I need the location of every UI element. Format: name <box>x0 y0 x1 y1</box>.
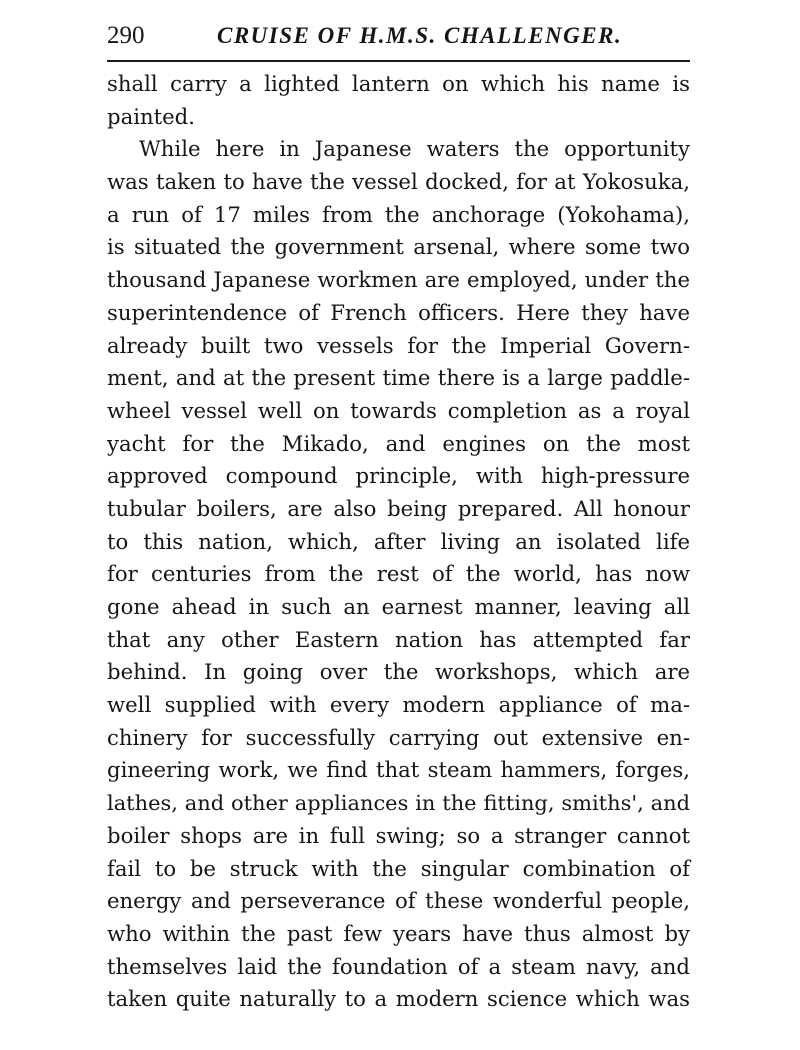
text-line: yacht for the Mikado, and engines on the most <box>107 430 690 456</box>
text-line: was taken to have the vessel docked, for at Yokosuka, <box>107 169 690 195</box>
text-line: already built two vessels for the Imperial Govern- <box>107 332 690 358</box>
text-line: shall carry a lighted lantern on which his name is <box>107 71 690 96</box>
running-title: CRUISE OF H.M.S. CHALLENGER. <box>217 23 623 48</box>
text-line: wheel vessel well on towards completion as a royal <box>107 397 690 423</box>
text-line: gone ahead in such an earnest manner, leaving all <box>107 594 690 619</box>
text-line: energy and perseverance of these wonderful people, <box>107 888 690 914</box>
text-line: tubular boilers, are also being prepared. All honour <box>107 495 690 521</box>
text-line: taken quite naturally to a modern science which was <box>107 986 690 1012</box>
text-line: fail to be struck with the singular combination of <box>107 855 690 881</box>
text-line: well supplied with every modern appliance of ma- <box>107 692 690 718</box>
text-line: ment, and at the present time there is a large paddle- <box>107 365 690 391</box>
text-line: approved compound principle, with high-pressure <box>107 463 690 489</box>
header-rule <box>107 60 690 62</box>
text-line: superintendence of French officers. Here they have <box>107 299 690 325</box>
text-line: chinery for successfully carrying out extensive en- <box>107 724 690 750</box>
text-line: themselves laid the foundation of a steam navy, and <box>107 953 690 979</box>
text-line: to this nation, which, after living an isolated life <box>107 528 690 554</box>
body-text <box>107 68 690 1016</box>
text-line: for centuries from the rest of the world, has now <box>107 561 690 587</box>
text-line: who within the past few years have thus almost by <box>107 920 690 946</box>
text-line: While here in Japanese waters the opportunity <box>139 136 690 162</box>
page-number: 290 <box>107 22 145 49</box>
text-line: lathes, and other appliances in the fitting, smiths', and <box>107 791 690 816</box>
text-line: boiler shops are in full swing; so a stranger cannot <box>107 822 690 848</box>
page-header <box>107 22 690 54</box>
text-line: that any other Eastern nation has attempted far <box>107 626 690 652</box>
text-line: is situated the government arsenal, where some two <box>107 234 690 260</box>
text-line: behind. In going over the workshops, which are <box>107 659 690 685</box>
text-line: gineering work, we find that steam hammers, forges, <box>107 757 690 783</box>
text-line: a run of 17 miles from the anchorage (Yokohama), <box>107 201 690 227</box>
text-line: thousand Japanese workmen are employed, under the <box>107 267 690 293</box>
text-line: painted. <box>107 103 195 129</box>
